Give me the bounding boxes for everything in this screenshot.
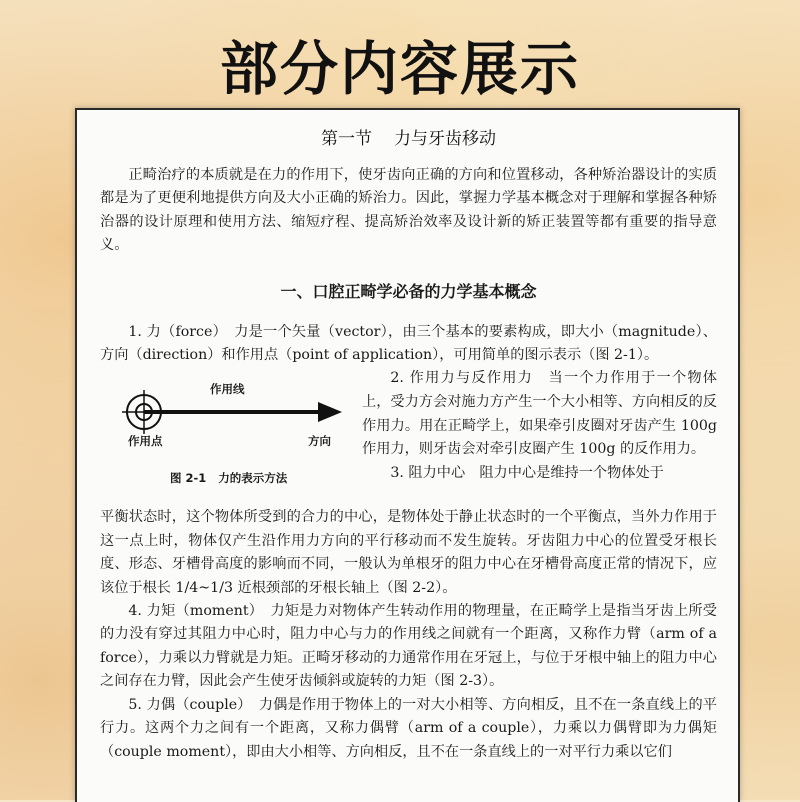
section-name: 力与牙齿移动 [394, 129, 496, 149]
arrowhead-icon [318, 402, 342, 422]
figure-caption-text: 力的表示方法 [218, 471, 288, 486]
chapter-heading: 一、口腔正畸学必备的力学基本概念 [280, 281, 537, 301]
direction-label: 方向 [308, 434, 331, 449]
paragraph-resistance: 平衡状态时，这个物体所受到的合力的中心，是物体处于静止状态时的一个平衡点，当外力作用于这一点上时，物体仅产生沿作用力方向的平行移动而不发生旋转。牙齿阻力中心的位置受牙根长度、形态、牙槽骨高度的影响而不同，一般认为单根牙的阻力中心在牙槽骨高度正常的情况下，应该位于根长 1/4~1/3 近根颈部的牙根长轴上（图 2-2）。 [100, 509, 717, 596]
figure-block [100, 367, 717, 506]
book-page [75, 108, 740, 802]
figure-side-text [362, 367, 717, 485]
paragraph-force: 1. 力（force） 力是一个矢量（vector），由三个基本的要素构成，即大小（magnitude）、方向（direction）和作用点（point of application），可用简单的图示表示（图 2-1）。 [100, 323, 717, 364]
page-content [100, 110, 717, 764]
paragraph-reaction: 2. 作用力与反作用力 当一个力作用于一个物体上，受力方会对施力方产生一个大小相等、方向相反的反作用力。用在正畸学上，如果牵引皮圈对牙齿产生 100g 作用力，则牙齿会对牵引皮圈产生 100g 的反作用力。 [362, 370, 717, 458]
paragraph-moment: 4. 力矩（moment） 力矩是力对物体产生转动作用的物理量，在正畸学上是指当牙齿上所受的力没有穿过其阻力中心时，阻力中心与力的作用线之间就有一个距离，又称作力臂（arm of a force），力乘以力臂就是力矩。正畸牙移动的力通常作用在牙冠上，与位于牙根中轴上的阻力中心之间存在力臂，因此会产生使牙齿倾斜或旋转的力矩（图 2-3）。 [100, 603, 717, 690]
section-title [100, 124, 717, 149]
figure-number: 图 2-1 [170, 471, 207, 486]
force-diagram [100, 367, 360, 506]
paragraph-couple: 5. 力偶（couple） 力偶是作用于物体上的一对大小相等、方向相反，且不在一条直线上的平行力。这两个力之间有一个距离，又称力偶臂（arm of a couple），力乘以力偶臂即为力偶矩（couple moment），即由大小相等、方向相反，且不在一条直线上的一对平行力乘以它们 [100, 696, 717, 760]
point-of-application-label: 作用点 [128, 434, 163, 449]
page-title: 部分内容展示 [219, 35, 580, 103]
section-number: 第一节 [321, 129, 372, 149]
intro-paragraph: 正畸治疗的本质就是在力的作用下，使牙齿向正确的方向和位置移动，各种矫治器设计的实质都是为了更便利地提供方向及大小正确的矫治力。因此，掌握力学基本概念对于理解和掌握各种矫治器的设计原理和使用方法、缩短疗程、提高矫治效率及设计新的矫正装置等都有重要的指导意义。 [100, 167, 717, 254]
paragraph-resistance-start: 3. 阻力中心 阻力中心是维持一个物体处于 [390, 464, 664, 481]
line-of-action-label: 作用线 [210, 382, 245, 397]
figure-caption [170, 470, 287, 486]
